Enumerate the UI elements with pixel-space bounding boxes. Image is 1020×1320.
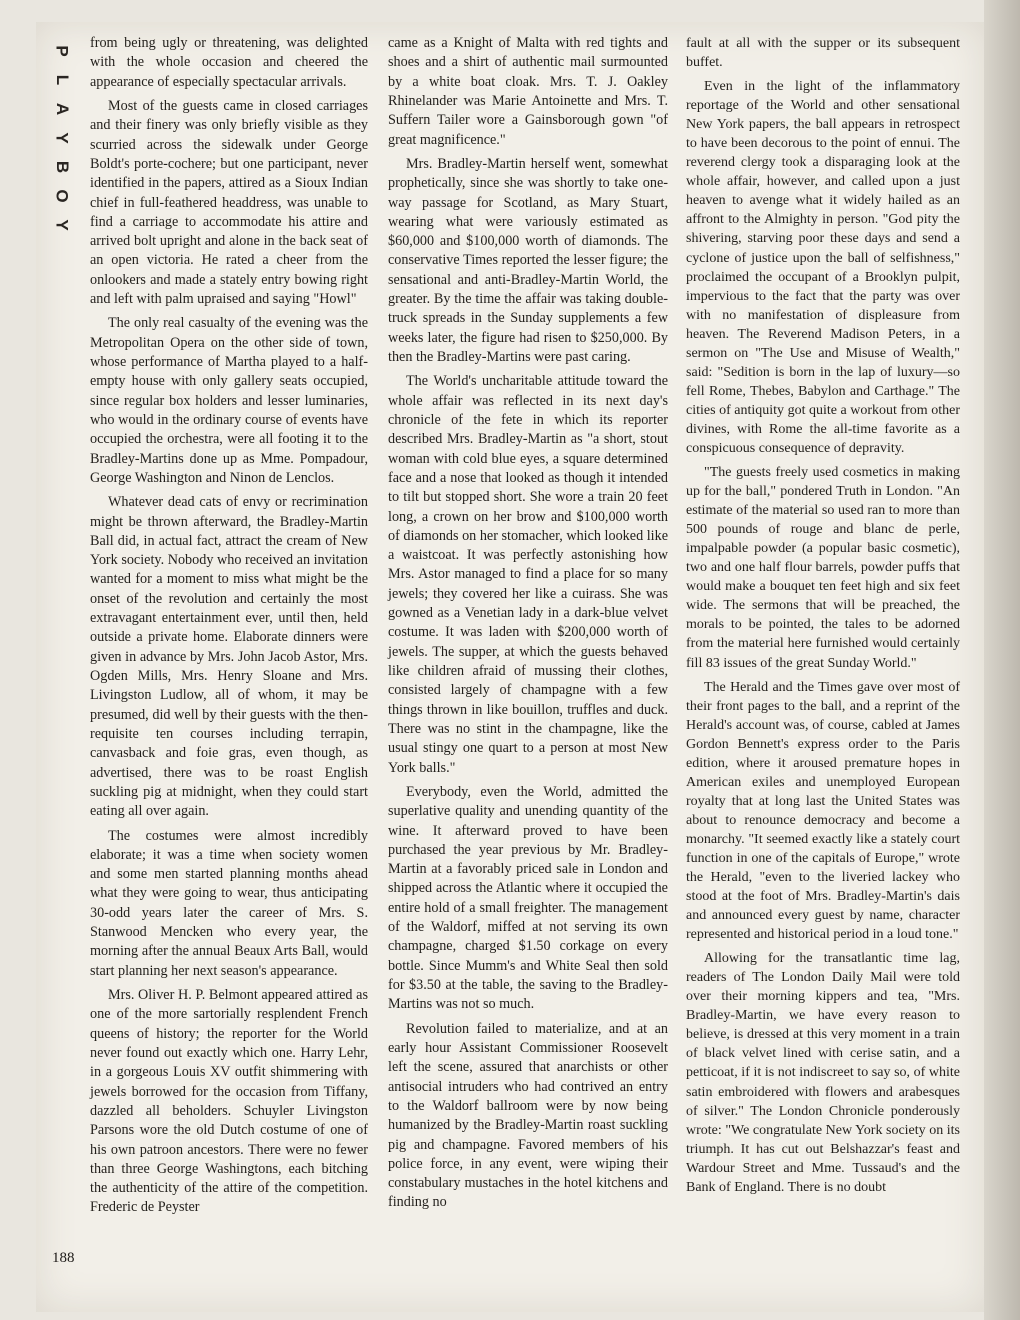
masthead-letter: Y: [53, 132, 72, 144]
masthead-letter: P: [53, 45, 72, 57]
paragraph: Mrs. Oliver H. P. Belmont appeared attired as one of the more sartorially resplendent French queens of history; the reporter for the World never found out exactly which one. Harry Lehr, in a gorgeous Louis XV outfit shimmering with jewels borrowed for the occasion from Tiffany, dazzled all beholders. Schuyler Livingston Parsons wore the old Dutch costume of one of his own patroon ancestors. There were no fewer than three George Washingtons, each bitching the authenticity of the attire of the competition. Frederic de Peyster: [90, 987, 368, 1216]
masthead-letter: L: [52, 74, 72, 86]
masthead-letter: O: [52, 189, 72, 203]
masthead-letter: Y: [53, 219, 72, 231]
paragraph: The costumes were almost incredibly elaborate; it was a time when society women and some men started planning months ahead what they were going to wear, thus anticipating 30-odd years later the career of Mrs. S. Stanwood Mencken who every year, the morning after the annual Beaux Arts Ball, would start planning her next season's appearance.: [90, 827, 368, 979]
paragraph: Mrs. Bradley-Martin herself went, somewhat prophetically, since she was shortly to take one-way passage for Scotland, as Mary Stuart, wearing what were variously estimated as $60,000 and $100,000 worth of diamonds. The conservative Times reported the lesser figure; the sensational and anti-Bradley-Martin World, the greater. By the time the affair was taking double-truck spreads in the Sunday supplements a few weeks later, the figure had risen to $250,000. By then the Bradley-Martins were past caring.: [388, 155, 668, 365]
column-3: [686, 34, 960, 1202]
paragraph: fault at all with the supper or its subsequent buffet.: [686, 36, 960, 71]
paragraph: came as a Knight of Malta with red tights and shoes and a shirt of authentic mail surmounted by a white boat cloak. Mrs. T. J. Oakley Rhinelander was Marie Antoinette and Mrs. T. Suffern Tailer wore a Gainsborough gown "of great magnificence.": [388, 35, 668, 148]
paragraph: Allowing for the transatlantic time lag, readers of The London Daily Mail were told over their morning kippers and tea, "Mrs. Bradley-Martin, we have every reason to believe, is dressed at this very moment in a train of black velvet lined with cerise satin, and a petticoat, if it is not indiscreet to say so, of white satin embroidered with flowers and arabesques of silver." The London Chronicle ponderously wrote: "We congratulate New York society on its triumph. It has cut out Belshazzar's feast and Wardour Street and Mme. Tussaud's and the Bank of England. There is no doubt: [686, 951, 960, 1195]
paragraph: Whatever dead cats of envy or recrimination might be thrown afterward, the Bradley-Martin Ball did, in actual fact, attract the cream of New York society. Nobody who received an invitation wanted for a moment to miss what might be the onset of the revolution and certainly the most extravagant entertainment ever, until then, held outside a private home. Elaborate dinners were given in advance by Mrs. John Jacob Astor, Mrs. Ogden Mills, Mrs. Henry Sloane and Mrs. Livingston Ludlow, all of whom, it may be presumed, did well by their guests with the then-requisite ten courses including terrapin, canvasback and foie gras, even though, as advertised, there was to be roast English suckling pig at midnight, when they could start eating all over again.: [90, 494, 368, 820]
paragraph: The only real casualty of the evening was the Metropolitan Opera on the other side of town, whose performance of Martha played to a half-empty house with only gallery seats occupied, since regular box holders and lesser luminaries, who would in the ordinary course of events have occupied the orchestra, were all footing it to the Bradley-Martins done up as Mme. Pompadour, George Washington and Ninon de Lenclos.: [90, 315, 368, 486]
page-number: 188: [52, 1250, 75, 1266]
masthead-letter: B: [53, 160, 72, 174]
column-1: [90, 34, 368, 1223]
paragraph: "The guests freely used cosmetics in making up for the ball," pondered Truth in London. "An estimate of the material so used ran to more than 500 pounds of rouge and blanc de perle, impalpable powder (a popular basic cosmetic), two and one half flour barrels, powder puffs that would make a bouquet ten feet high and six feet wide. The sermons that will be preached, the morals to be pointed, the tales to be adorned from the material here furnished would certainly fill 83 issues of the great Sunday World.": [686, 465, 960, 671]
paragraph: Everybody, even the World, admitted the superlative quality and unending quantity of the wine. It afterward proved to have been purchased the year previous by Mr. Bradley-Martin at a favorably priced sale in London and shipped across the Atlantic where it occupied the entire hold of a small freighter. The management of the Waldorf, miffed at not serving its own champagne, charged $1.50 corkage on every bottle. Since Mumm's and White Seal then sold for $3.50 at the table, the saving to the Bradley-Martins was not so much.: [388, 783, 668, 1013]
paragraph: Most of the guests came in closed carriages and their finery was only briefly visible as they scurried across the sidewalk under George Boldt's porte-cochere; but one participant, never identified in the papers, attired as a Sioux Indian chief in full-feathered headdress, was unable to find a carriage to accommodate his attire and arrived bolt upright and alone in the back seat of an open victoria. He rated a cheer from the onlookers and made a stately entry bowing right and left with palm upraised and saying "Howl": [90, 97, 368, 308]
paragraph: The Herald and the Times gave over most of their front pages to the ball, and a reprint of the Herald's account was, of course, cabled at James Gordon Bennett's express order to the Paris edition, where it aroused premature hopes in American exiles and unemployed European royalty that at long last the United States was about to renounce democracy and become a monarchy. "It seemed exactly like a stately court function in one of the capitals of Europe," wrote the Herald, "even to the liveried lackey who stood at the foot of Mrs. Bradley-Martin's dais and announced every guest by name, character represented and historical period in a loud tone.": [686, 679, 960, 943]
paragraph: Even in the light of the inflammatory reportage of the World and other sensational New York papers, the ball appears in retrospect to have been decorous to the point of ennui. The reverend clergy took a disparaging look at the whole affair, however, and called upon a just heaven to avenge what it widely hailed as an affront to the Almighty in person. "God pity the shivering, starving poor these days and send a cyclone of justice upon the ball of selfishness," proclaimed the occupant of a Brooklyn pulpit, impervious to the fact that the party was over with no manifestation of displeasure from heaven. The Reverend Madison Peters, in a sermon on "The Use and Misuse of Wealth," said: "Sedition is born in the lap of luxury—so fell Rome, Thebes, Babylon and Carthage." The cities of antiquity got quite a workout from other divines, with Rome the all-time favorite as a conspicuous consequence of depravity.: [686, 79, 960, 456]
page-edge: [984, 0, 1020, 1320]
paragraph: The World's uncharitable attitude toward the whole affair was reflected in its next day's chronicle of the fete in which its reporter described Mrs. Bradley-Martin as "a short, stout woman with cold blue eyes, a square determined face and a nose that looked as though it intended to tilt but stopped short. She wore a train 20 feet long, a crown on her brow and $100,000 worth of diamonds on her stomacher, which looked like a waistcoat. It was perfectly astonishing how Mrs. Astor managed to find a place for so many jewels; they covered her like a cuirass. She was gowned as a Venetian lady in a dark-blue velvet costume. It was laden with $200,000 worth of jewels. The supper, at which the guests behaved like children afraid of mussing their clothes, consisted largely of champagne with a few things thrown in like bouillon, truffles and duck. There was no stint in the champagne, like the usual stingy one quart to a person at most New York balls.": [388, 373, 668, 776]
paragraph: from being ugly or threatening, was delighted with the whole occasion and cheered the appearance of especially spectacular arrivals.: [90, 35, 368, 90]
masthead-vertical: [50, 40, 74, 236]
column-2: [388, 34, 668, 1218]
paragraph: Revolution failed to materialize, and at an early hour Assistant Commissioner Roosevelt left the scene, assured that anarchists or other antisocial intruders who had contrived an entry to the Waldorf ballroom were by now being humanized by the Bradley-Martin roast suckling pig and champagne. Favored members of his police force, in any event, were wiping their constabulary mustaches in the hotel kitchens and finding no: [388, 1020, 668, 1211]
masthead-letter: A: [53, 102, 72, 116]
